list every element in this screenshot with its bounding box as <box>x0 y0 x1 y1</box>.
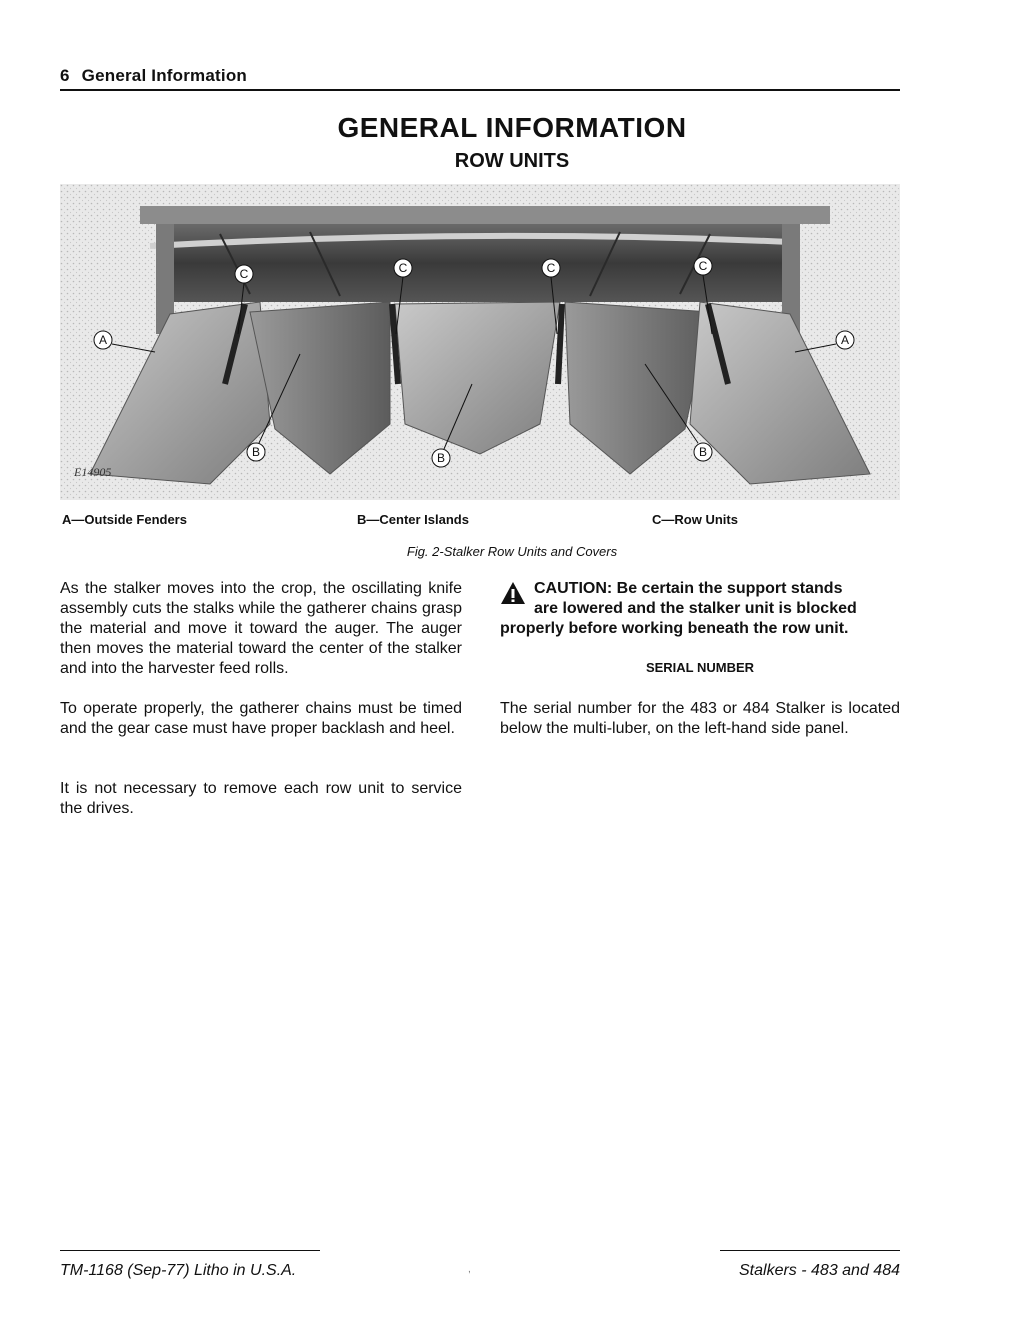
paragraph-operation: As the stalker moves into the crop, the oscillating knife assembly cuts the stalks while the gatherer chains grasp the material and move it toward the auger. The auger then moves the material toward the center of the stalker and into the harvester feed rolls. <box>60 580 462 677</box>
top-frame <box>140 206 830 224</box>
image-id: E14905 <box>74 465 112 479</box>
section-name: General Information <box>81 66 247 85</box>
page-title: GENERAL INFORMATION <box>337 112 687 143</box>
footer-rule-left <box>60 1250 320 1251</box>
callout-b-3-label: B <box>698 445 708 459</box>
stalker-illustration <box>60 184 900 500</box>
callout-b-1-label: B <box>251 445 261 459</box>
legend-outside-fenders: A—Outside Fenders <box>62 512 187 527</box>
caution-block <box>500 579 900 639</box>
caution-line-1: CAUTION: Be certain the support stands <box>534 580 843 597</box>
paragraph-timing: To operate properly, the gatherer chains must be timed and the gear case must have proper backlash and heel. <box>60 700 462 737</box>
footer-product: Stalkers - 483 and 484 <box>739 1262 900 1279</box>
serial-number-heading: SERIAL NUMBER <box>645 660 755 675</box>
stray-mark: , <box>468 1264 471 1275</box>
callout-c-3-label: C <box>546 261 556 275</box>
caution-line-2: are lowered and the stalker unit is blocked <box>534 600 857 617</box>
running-head <box>60 66 900 91</box>
footer-rule-right <box>720 1250 900 1251</box>
warning-icon <box>500 581 526 605</box>
paragraph-service: It is not necessary to remove each row unit to service the drives. <box>60 780 462 817</box>
figure-caption: Fig. 2-Stalker Row Units and Covers <box>406 544 618 559</box>
serial-number-text: The serial number for the 483 or 484 Stalker is located below the multi-luber, on the left-hand side panel. <box>500 700 900 737</box>
callout-c-2-label: C <box>398 261 408 275</box>
stalker-figure <box>60 184 900 500</box>
page-subtitle: ROW UNITS <box>454 150 570 172</box>
page-number: 6 <box>60 66 70 85</box>
legend-center-islands: B—Center Islands <box>357 512 469 527</box>
callout-c-1-label: C <box>239 267 249 281</box>
callout-c-4-label: C <box>698 259 708 273</box>
legend-row-units: C—Row Units <box>652 512 738 527</box>
callout-a-1-label: A <box>98 333 108 347</box>
caution-line-3: properly before working beneath the row unit. <box>500 620 849 637</box>
callout-b-2-label: B <box>436 451 446 465</box>
footer-manual-id: TM-1168 (Sep-77) Litho in U.S.A. <box>60 1262 297 1279</box>
callout-a-2-label: A <box>840 333 850 347</box>
